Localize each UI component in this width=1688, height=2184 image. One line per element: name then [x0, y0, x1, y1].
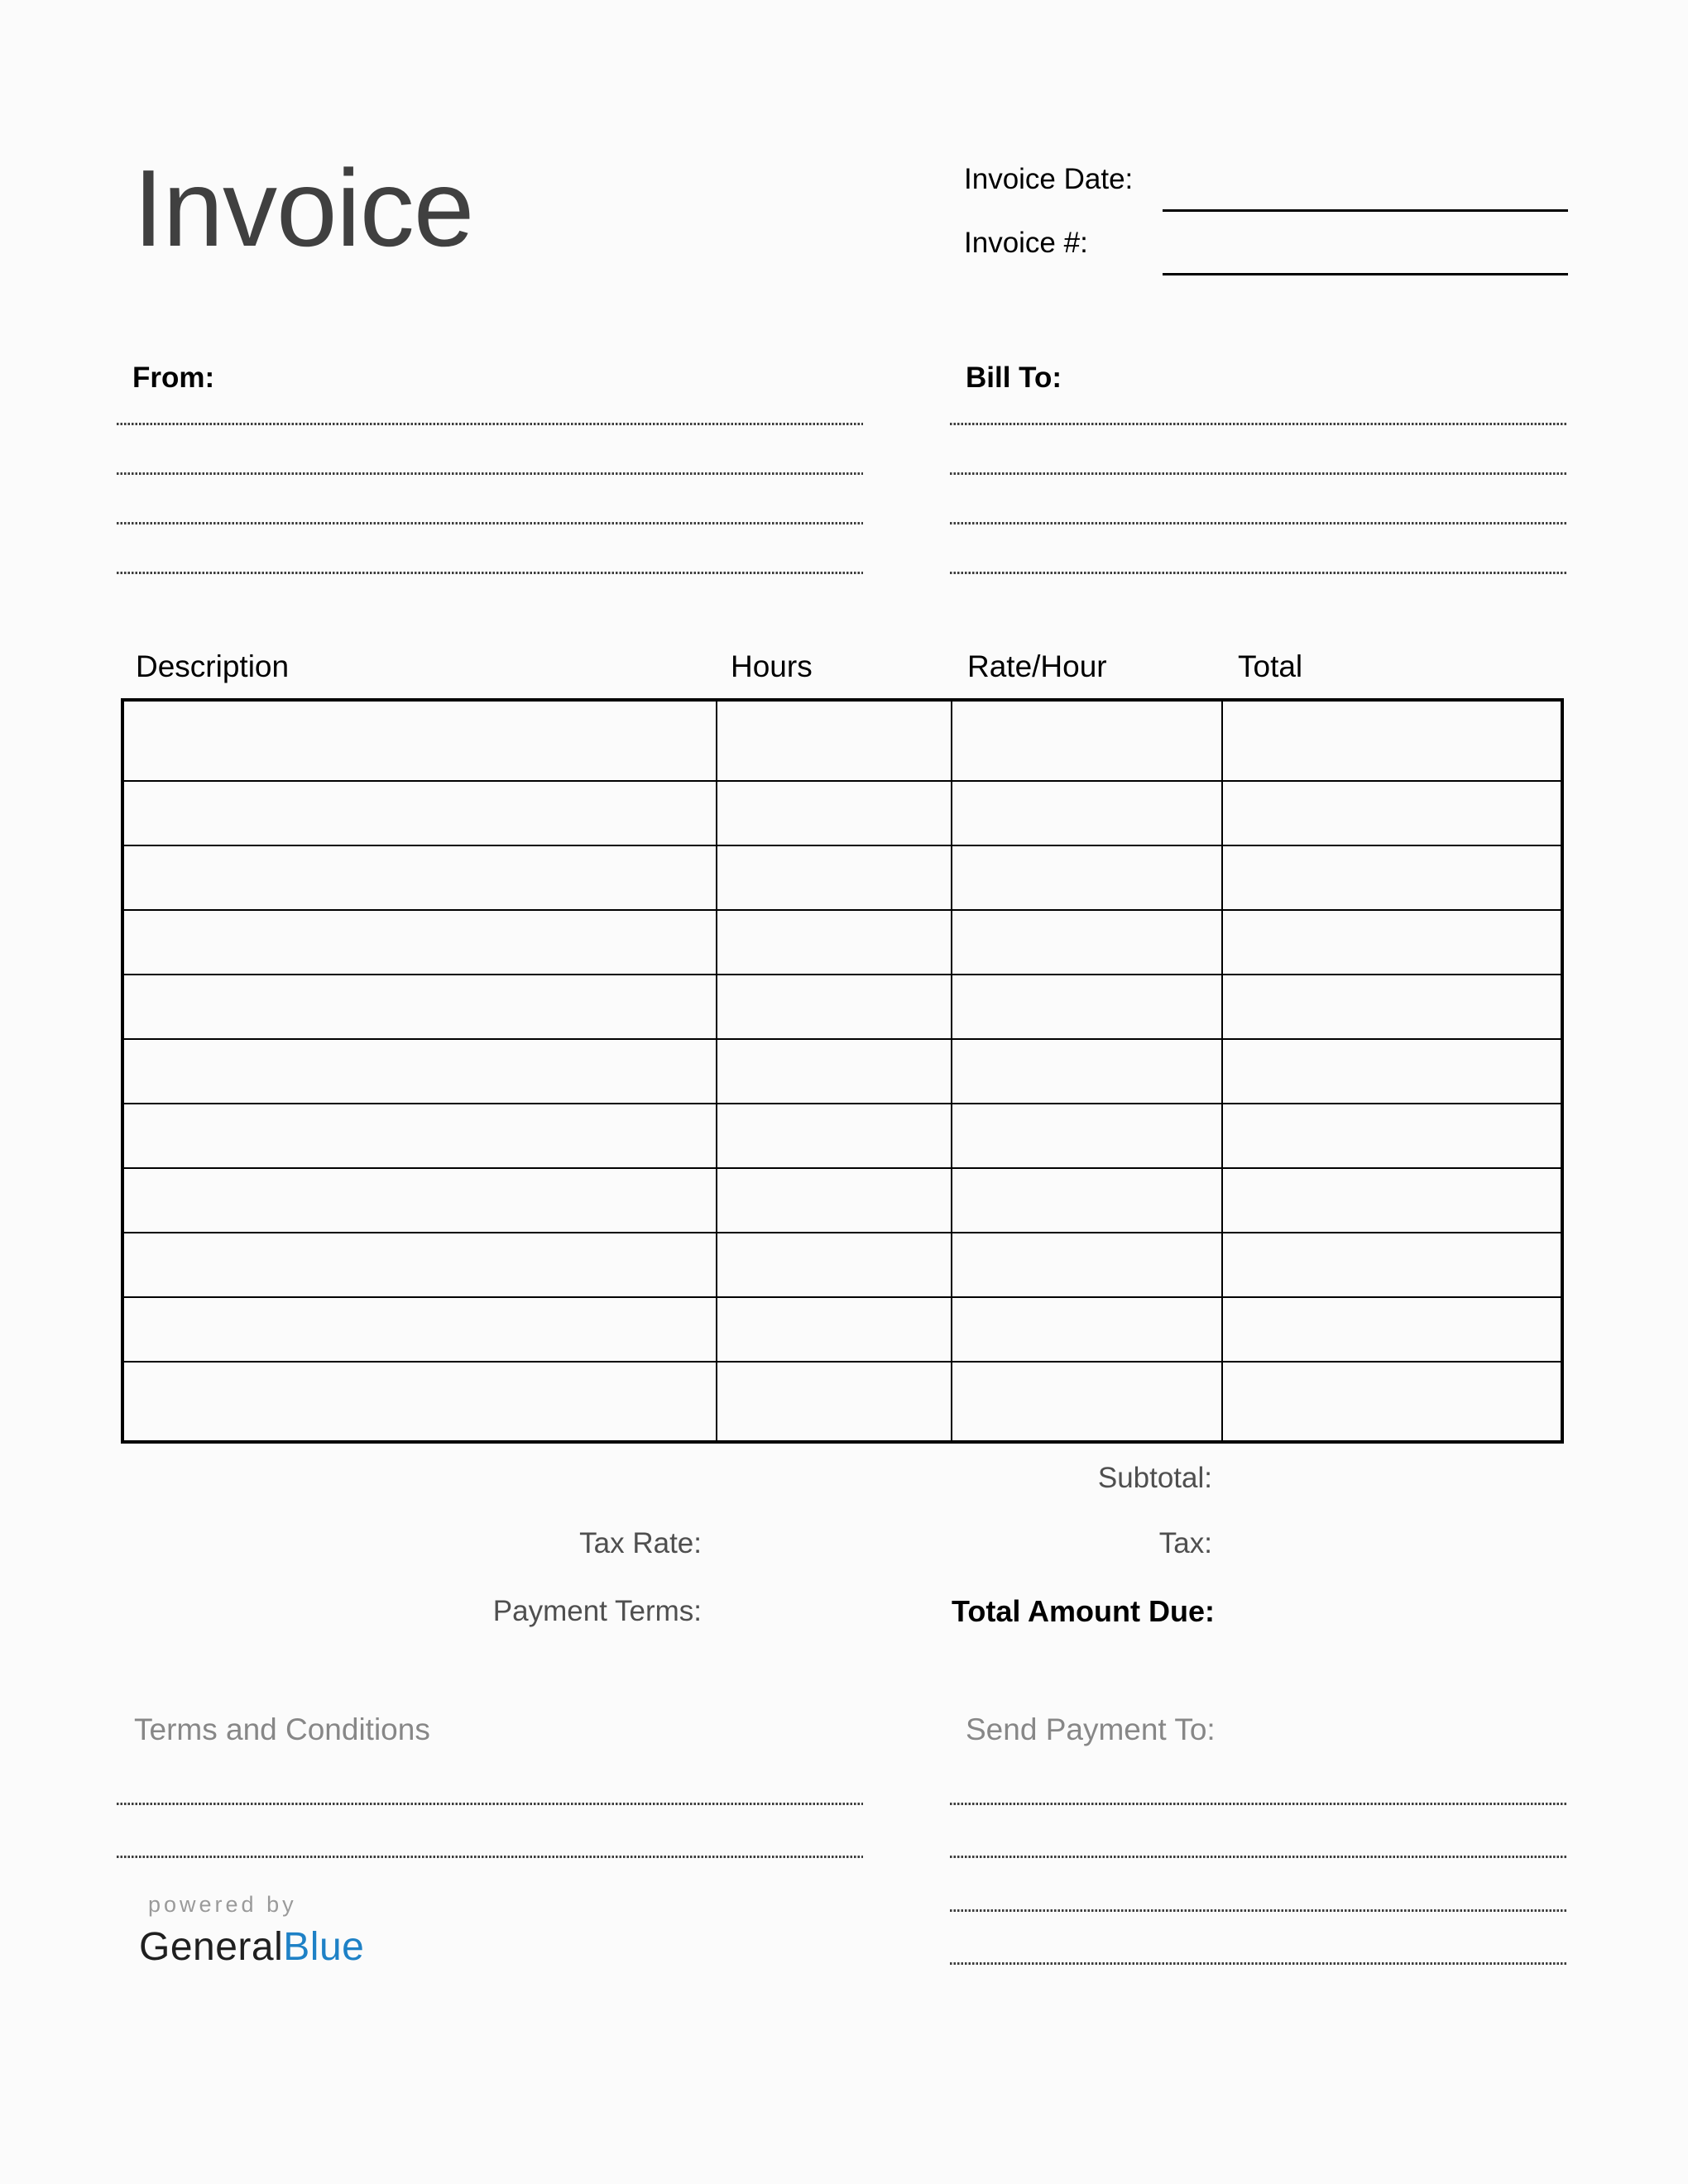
table-cell[interactable]	[717, 1362, 951, 1443]
from-line[interactable]	[117, 572, 863, 574]
table-cell[interactable]	[122, 1297, 717, 1362]
payment-terms-label: Payment Terms:	[492, 1595, 702, 1627]
invoice-number-label: Invoice #:	[964, 227, 1088, 259]
brand-general-text: General	[139, 1925, 284, 1969]
invoice-date-field[interactable]	[1163, 209, 1568, 212]
from-line[interactable]	[117, 472, 863, 475]
table-cell[interactable]	[1222, 781, 1562, 845]
send-payment-to-label: Send Payment To:	[966, 1712, 1216, 1746]
table-cell[interactable]	[1222, 700, 1562, 781]
send-payment-line[interactable]	[950, 1856, 1567, 1858]
table-cell[interactable]	[1222, 975, 1562, 1039]
bill-to-line[interactable]	[950, 572, 1567, 574]
table-cell[interactable]	[717, 781, 951, 845]
table-cell[interactable]	[1222, 910, 1562, 975]
table-cell[interactable]	[952, 1297, 1222, 1362]
table-cell[interactable]	[1222, 845, 1562, 910]
table-cell[interactable]	[122, 1104, 717, 1168]
table-cell[interactable]	[717, 1233, 951, 1297]
table-cell[interactable]	[952, 845, 1222, 910]
terms-line[interactable]	[117, 1856, 863, 1858]
subtotal-label: Subtotal:	[1097, 1462, 1212, 1494]
table-row	[122, 1233, 1562, 1297]
table-cell[interactable]	[952, 1362, 1222, 1443]
table-cell[interactable]	[952, 910, 1222, 975]
table-cell[interactable]	[952, 1168, 1222, 1233]
table-cell[interactable]	[1222, 1233, 1562, 1297]
table-cell[interactable]	[122, 910, 717, 975]
from-label: From:	[132, 362, 215, 394]
table-cell[interactable]	[1222, 1168, 1562, 1233]
table-cell[interactable]	[717, 1104, 951, 1168]
send-payment-line[interactable]	[950, 1803, 1567, 1805]
tax-label: Tax:	[1158, 1527, 1212, 1559]
table-cell[interactable]	[717, 975, 951, 1039]
table-row	[122, 1104, 1562, 1168]
table-cell[interactable]	[122, 1233, 717, 1297]
table-cell[interactable]	[1222, 1039, 1562, 1104]
column-header-description: Description	[136, 649, 290, 683]
tax-rate-label: Tax Rate:	[579, 1527, 702, 1559]
invoice-table-body	[122, 700, 1562, 1442]
from-line[interactable]	[117, 423, 863, 425]
from-line[interactable]	[117, 522, 863, 524]
table-cell[interactable]	[952, 975, 1222, 1039]
table-cell[interactable]	[122, 1039, 717, 1104]
brand-blue-text: Blue	[283, 1925, 365, 1969]
table-row	[122, 910, 1562, 975]
table-cell[interactable]	[717, 1039, 951, 1104]
table-cell[interactable]	[717, 1297, 951, 1362]
table-row	[122, 1297, 1562, 1362]
table-cell[interactable]	[1222, 1297, 1562, 1362]
table-row	[122, 1168, 1562, 1233]
line-items-table	[121, 698, 1564, 1444]
table-cell[interactable]	[717, 910, 951, 975]
table-row	[122, 781, 1562, 845]
table-cell[interactable]	[122, 1362, 717, 1443]
table-cell[interactable]	[952, 700, 1222, 781]
table-cell[interactable]	[952, 1039, 1222, 1104]
table-row	[122, 845, 1562, 910]
table-cell[interactable]	[952, 1233, 1222, 1297]
table-row	[122, 975, 1562, 1039]
table-cell[interactable]	[717, 700, 951, 781]
terms-and-conditions-label: Terms and Conditions	[134, 1712, 430, 1746]
table-cell[interactable]	[1222, 1362, 1562, 1443]
table-cell[interactable]	[952, 781, 1222, 845]
table-cell[interactable]	[122, 845, 717, 910]
bill-to-line[interactable]	[950, 423, 1567, 425]
send-payment-line[interactable]	[950, 1962, 1567, 1965]
total-amount-due-label: Total Amount Due:	[952, 1594, 1215, 1628]
table-row	[122, 1362, 1562, 1443]
table-cell[interactable]	[122, 975, 717, 1039]
invoice-number-field[interactable]	[1163, 273, 1568, 275]
column-header-rate-hour: Rate/Hour	[967, 649, 1107, 683]
table-cell[interactable]	[717, 1168, 951, 1233]
table-cell[interactable]	[122, 1168, 717, 1233]
table-cell[interactable]	[952, 1104, 1222, 1168]
page-title: Invoice	[133, 147, 474, 269]
invoice-date-label: Invoice Date:	[964, 163, 1134, 195]
column-header-hours: Hours	[731, 649, 813, 683]
bill-to-line[interactable]	[950, 522, 1567, 524]
table-cell[interactable]	[122, 700, 717, 781]
table-cell[interactable]	[717, 845, 951, 910]
column-header-total: Total	[1238, 649, 1303, 683]
bill-to-line[interactable]	[950, 472, 1567, 475]
table-row	[122, 700, 1562, 781]
powered-by-label: powered by	[148, 1892, 297, 1917]
send-payment-line[interactable]	[950, 1909, 1567, 1912]
table-row	[122, 1039, 1562, 1104]
bill-to-label: Bill To:	[966, 362, 1062, 394]
general-blue-logo	[139, 1925, 365, 1969]
table-cell[interactable]	[122, 781, 717, 845]
terms-line[interactable]	[117, 1803, 863, 1805]
table-cell[interactable]	[1222, 1104, 1562, 1168]
